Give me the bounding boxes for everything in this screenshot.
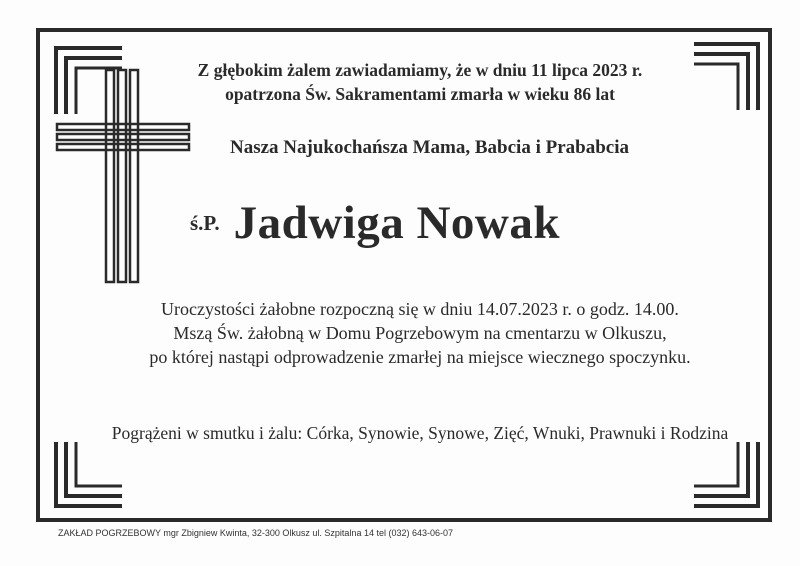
footer-funeral-home: ZAKŁAD POGRZEBOWY mgr Zbigniew Kwinta, 32-300 Olkusz ul. Szpitalna 14 tel (032) 643-06-07 — [58, 528, 454, 538]
corner-ornament-bottom-right-icon — [692, 440, 764, 512]
deceased-name-row — [190, 196, 750, 250]
ceremony-line-1: Uroczystości żałobne rozpoczną się w dniu 14.07.2023 r. o godz. 14.00. — [161, 299, 679, 319]
intro-line-1: Z głębokim żalem zawiadamiamy, że w dniu 11 lipca 2023 r. — [197, 60, 643, 80]
ceremony-text — [80, 297, 760, 369]
ceremony-line-2: Mszą Św. żałobną w Domu Pogrzebowym na cmentarzu w Olkuszu, — [173, 323, 667, 343]
name-prefix: ś.P. — [190, 210, 220, 235]
subtitle: Nasza Najukochańsza Mama, Babcia i Prababcia — [230, 137, 629, 158]
corner-ornament-bottom-left-icon — [52, 440, 124, 512]
deceased-name: Jadwiga Nowak — [233, 197, 560, 249]
mourners-text: Pogrążeni w smutku i żalu: Córka, Synowie, Synowe, Zięć, Wnuki, Prawnuki i Rodzina — [111, 423, 729, 443]
ceremony-line-3: po której nastąpi odprowadzenie zmarłej na miejsce wiecznego spoczynku. — [149, 347, 691, 367]
intro-text — [60, 58, 780, 106]
intro-line-2: opatrzona Św. Sakramentami zmarła w wieku 86 lat — [225, 84, 615, 104]
